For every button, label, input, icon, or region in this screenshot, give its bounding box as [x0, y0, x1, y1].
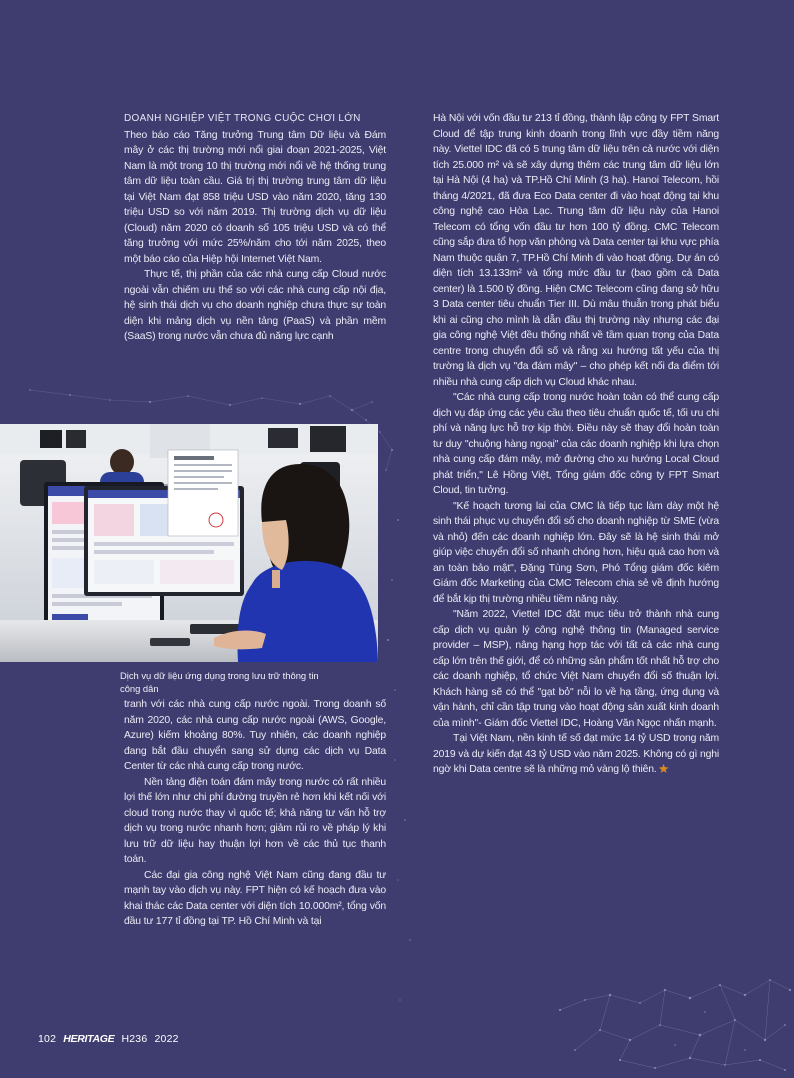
- article-column-right: [433, 111, 719, 778]
- issue-year: 2022: [154, 1033, 179, 1045]
- paragraph: tranh với các nhà cung cấp nước ngoài. Trong doanh số năm 2020, các nhà cung cấp nước ngoài (AWS, Google, Azure) kiếm khoảng 80%. Tuy nhiên, các doanh nghiệp đang bắt đầu chuyển sang sử dụng các dịch vụ Data Center từ các nhà cung cấp trong nước.: [124, 699, 386, 772]
- final-paragraph: [433, 731, 719, 778]
- paragraph: "Các nhà cung cấp trong nước hoàn toàn có thể cung cấp dịch vụ đáp ứng các yêu cầu theo tiêu chuẩn quốc tế, tối ưu chi phí và năng lực hỗ trợ kịp thời. Điều này sẽ thay đổi hoàn toàn tư duy "chuộng hàng ngoại" của các doanh nghiệp khi lựa chọn nhà cung cấp đám mây, mở đường cho xu hướng Local Cloud phát triển," Lê Hồng Việt, Tổng giám đốc công ty FPT Smart Cloud, tin tưởng.: [433, 392, 719, 496]
- paragraph: "Năm 2022, Viettel IDC đặt mục tiêu trở thành nhà cung cấp dịch vụ quản lý công nghệ thông tin (Managed service provider – MSP), nâng hạng hợp tác với tất cả các nhà cung cấp lớn trên thế giới, để có những sản phẩm tốt nhất hỗ trợ cho các doanh nghiệp, tổ chức Việt Nam chuyển đổi số thuận lợi. Khách hàng sẽ có thể "gạt bỏ" nỗi lo về hạ tầng, ứng dụng và vận hành, chỉ cần tập trung vào hoạt động sản xuất kinh doanh của mình"- Giám đốc Viettel IDC, Hoàng Văn Ngọc nhấn mạnh.: [433, 609, 719, 729]
- page-number: 102: [38, 1033, 57, 1045]
- office-photo: [0, 424, 378, 662]
- paragraph: Hà Nội với vốn đầu tư 213 tỉ đồng, thành lập công ty FPT Smart Cloud để tập trung kinh doanh trong lĩnh vực đầy tiềm năng này. Viettel IDC đã có 5 trung tâm dữ liệu trên cả nước với diện tích 25.000 m² và sẽ xây dựng thêm các trung tâm dữ liệu lớn tại Hà Nội (4 ha) và TP.Hồ Chí Minh (3 ha). Hanoi Telecom, hồi tháng 4/2021, đã đưa Eco Data center đi vào hoạt động tại khu công nghệ cao Hòa Lạc. Trung tâm dữ liệu này của Hanoi Telecom có tổng vốn đầu tư hơn 100 tỷ đồng. CMC Telecom cũng sắp đưa tổ hợp văn phòng và Data center tại khu vực phía Nam thuộc quận 7, TP.Hồ Chí Minh đi vào hoạt động. Dự án có diện tích 13.133m² và tổng mức đầu tư (bao gồm cả Data center) là 1.500 tỷ đồng. Hiện CMC Telecom cũng đang sở hữu 3 Data center tiêu chuẩn Tier III. Dù mâu thuẫn trong phát biểu khi ai cũng cho mình là dẫn đầu thị trường này nhưng các đại gia công nghệ Việt đều thống nhất về tầm quan trọng của Data centre trong chuyển đổi số và rằng xu hướng tất yếu của thị trường là dịch vụ "đa đám mây" – cho phép kết nối đa điểm tới nhiều nhà cung cấp dịch vụ Cloud khác nhau.: [433, 113, 719, 388]
- paragraph: "Kế hoạch tương lai của CMC là tiếp tục làm dày một hệ sinh thái phục vụ chuyển đổi số cho doanh nghiệp từ SME (vừa và nhỏ) đến các doanh nghiệp lớn. Đây sẽ là hệ sinh thái mở giúp việc chuyển đổi số nhanh chóng hơn, hiệu quả cao hơn và an toàn bảo mật", Đặng Tùng Sơn, Phó Tổng giám đốc kiêm Giám đốc Marketing của CMC Telecom chia sẻ về định hướng để bắt kịp thị trường nhiều tiềm năng này.: [433, 500, 719, 605]
- paragraph: Nền tảng điện toán đám mây trong nước có rất nhiều lợi thế lớn như chi phí đường truyền rẻ hơn khi kết nối với cloud trong nước thay vì quốc tế; khả năng tư vấn hỗ trợ dịch vụ trong nước nhanh hơn; giảm rủi ro về pháp lý khi lưu trữ dữ liệu hay thuận lợi hơn về các thủ tục thanh toán.: [124, 776, 386, 865]
- section-heading: DOANH NGHIỆP VIỆT TRONG CUỘC CHƠI LỚN: [124, 113, 361, 124]
- photo-caption: Dịch vụ dữ liệu ứng dụng trong lưu trữ thông tin công dân: [120, 670, 319, 694]
- paragraph: Thực tế, thị phần của các nhà cung cấp Cloud nước ngoài vẫn chiếm ưu thế so với các nhà cung cấp nội địa, hệ sinh thái dịch vụ cho doanh nghiệp chưa thực sự toàn diện khi mảng dịch vụ nền tảng (PaaS) và phần mềm (SaaS) trong nước vẫn chưa đủ năng lực cạnh: [124, 269, 386, 342]
- magazine-brand: HERITAGE: [63, 1033, 115, 1045]
- page-folio: [38, 1033, 179, 1045]
- article-column-left-bottom: [124, 697, 386, 930]
- paragraph: Các đại gia công nghệ Việt Nam cũng đang đầu tư mạnh tay vào dịch vụ này. FPT hiện có kế hoạch đưa vào khai thác các Data center với diện tích 10.000m², tổng vốn đầu tư 177 tỉ đồng tại TP. Hồ Chí Minh và tại: [124, 869, 386, 927]
- issue-number: H236: [121, 1033, 148, 1045]
- paragraph: Theo báo cáo Tăng trưởng Trung tâm Dữ liệu và Đám mây ở các thị trường mới nổi giai đoạn 2021-2025, Việt Nam là một trong 10 thị trường mới nổi về hệ thống trung tâm dữ liệu toàn cầu. Giá trị thị trường trung tâm dữ liệu tại Việt Nam đạt 858 triệu USD vào năm 2020, tăng 130 triệu USD so với năm 2019. Thị trường dịch vụ dữ liệu (Cloud) năm 2020 có doanh số 105 triệu USD và có thể tăng trưởng với mức 25%/năm cho tới năm 2025, theo một báo cáo của Hiệp hội Internet Việt Nam.: [124, 129, 386, 265]
- end-mark-icon: [659, 764, 669, 773]
- paragraph-text: Tại Việt Nam, nền kinh tế số đạt mức 14 tỷ USD trong năm 2019 và dự kiến đạt 43 tỷ USD vào năm 2025. Không có gì nghi ngờ khi Data centre sẽ là những mỏ vàng lộ thiên.: [433, 733, 719, 775]
- office-photo-illustration: [0, 424, 378, 662]
- article-column-left-top: [124, 111, 386, 345]
